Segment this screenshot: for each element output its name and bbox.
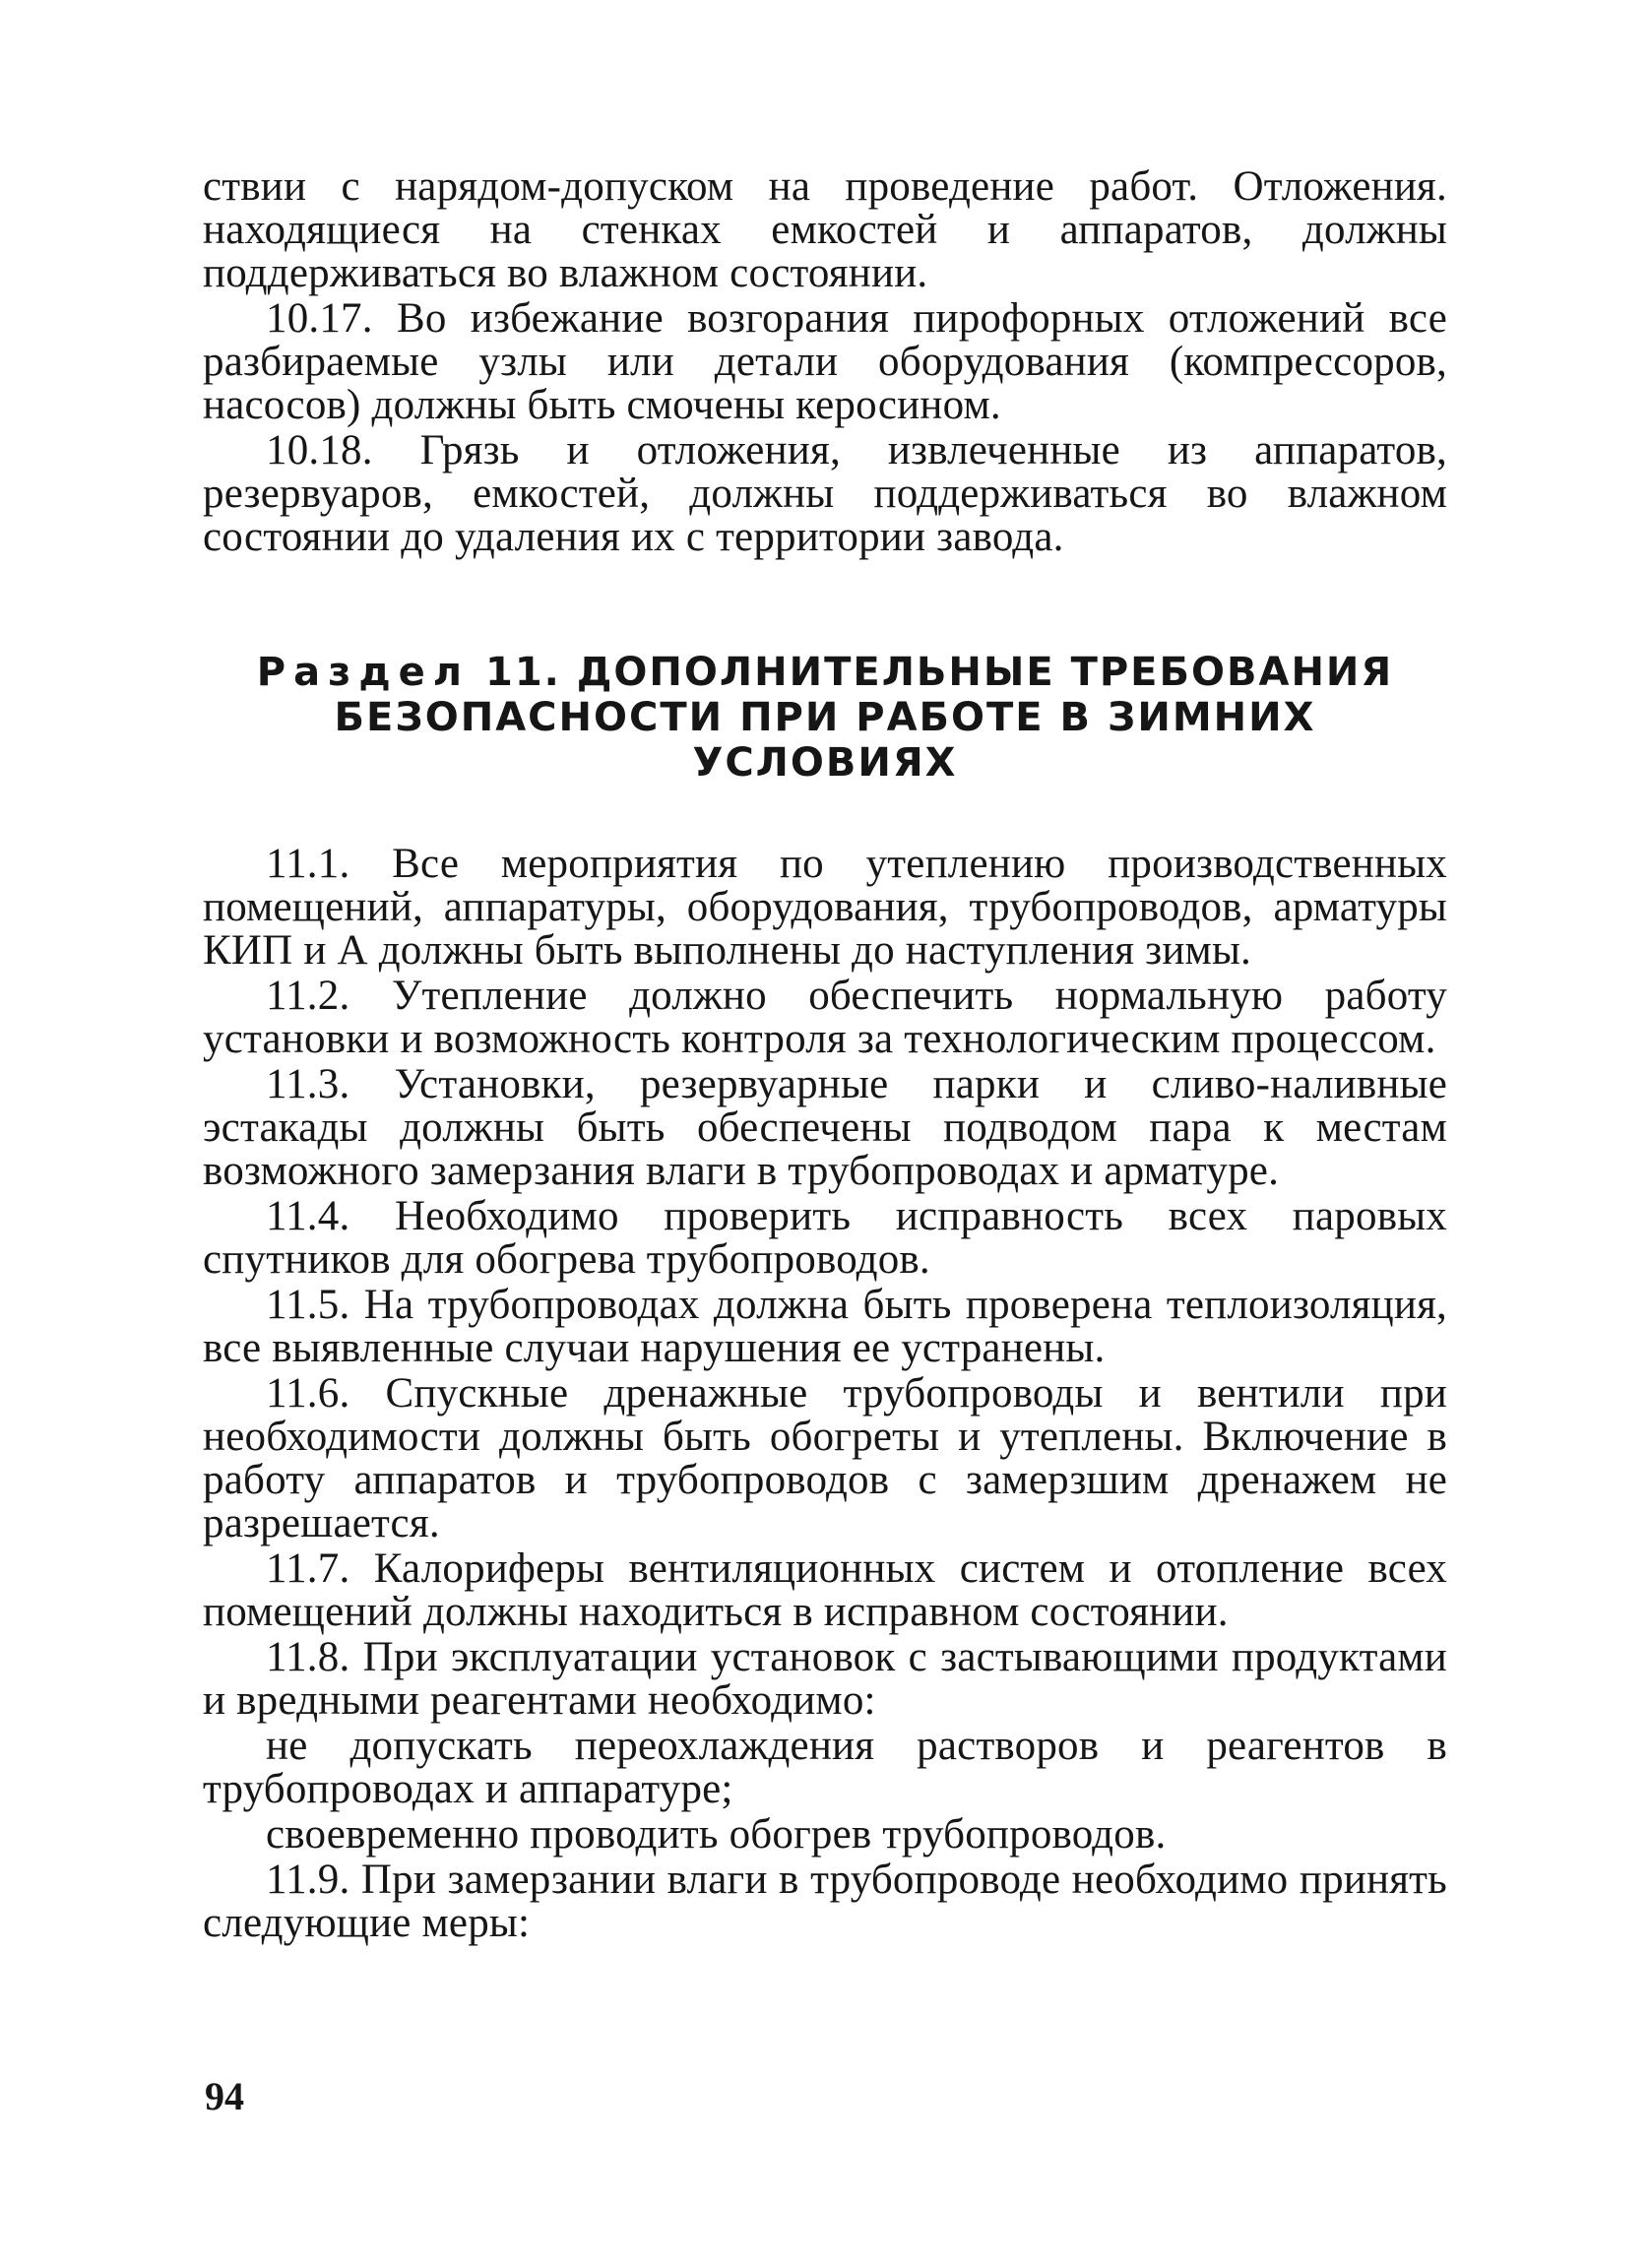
paragraph-11-7: 11.7. Калориферы вентиляционных систем и отопление всех помещений должны находиться в исправном состоянии. (203, 1545, 1447, 1635)
section-heading-line-1 (203, 650, 1447, 695)
page-text-column (203, 165, 1447, 1945)
paragraph-continuation: ствии с нарядом-допуском на проведение работ. Отложения. находящиеся на стенках емкостей и аппаратов, должны поддерживаться во влажном состоянии. (203, 163, 1447, 296)
paragraph-11-2: 11.2. Утепление должно обеспечить нормальную работу установки и возможность контроля за технологическим процессом. (203, 973, 1447, 1062)
paragraph-11-8-item-1: не допускать переохлаждения растворов и реагентов в трубопроводах и аппаратуре; (203, 1723, 1447, 1812)
paragraph-11-8-item-2: своевременно проводить обогрев трубопроводов. (266, 1811, 1167, 1858)
paragraph-10-18: 10.18. Грязь и отложения, извлеченные из аппаратов, резервуаров, емкостей, должны поддерживаться во влажном состоянии до удаления их с территории завода. (203, 427, 1447, 560)
paragraph-11-3: 11.3. Установки, резервуарные парки и сливо-наливные эстакады должны быть обеспечены подводом пара к местам возможного замерзания влаги в трубопроводах и арматуре. (203, 1061, 1447, 1194)
paragraph-11-8: 11.8. При эксплуатации установок с застывающими продуктами и вредными реагентами необходимо: (203, 1634, 1447, 1724)
section-heading-line-3: УСЛОВИЯХ (692, 740, 958, 786)
section-heading-title-1: 11. ДОПОЛНИТЕЛЬНЫЕ ТРЕБОВАНИЯ (485, 650, 1394, 695)
paragraph-11-6: 11.6. Спускные дренажные трубопроводы и вентили при необходимости должны быть обогреты и утеплены. Включение в работу аппаратов и трубопроводов с замерзшим дренажем не разрешается. (203, 1370, 1447, 1546)
section-heading-prefix: Раздел (256, 650, 471, 695)
section-heading (203, 650, 1447, 786)
paragraph-11-9: 11.9. При замерзании влаги в трубопроводе необходимо принять следующие меры: (203, 1857, 1447, 1946)
paragraph-11-4: 11.4. Необходимо проверить исправность всех паровых спутников для обогрева трубопроводов. (203, 1193, 1447, 1283)
paragraph-11-5: 11.5. На трубопроводах должна быть проверена теплоизоляция, все выявленные случаи нарушения ее устранены. (203, 1282, 1447, 1371)
paragraph-10-17: 10.17. Во избежание возгорания пирофорных отложений все разбираемые узлы или детали оборудования (компрессоров, насосов) должны быть смочены керосином. (203, 295, 1447, 428)
page-number: 94 (205, 2074, 244, 2118)
section-heading-line-2: БЕЗОПАСНОСТИ ПРИ РАБОТЕ В ЗИМНИХ (334, 695, 1316, 740)
paragraph-11-1: 11.1. Все мероприятия по утеплению производственных помещений, аппаратуры, оборудования, трубопроводов, арматуры КИП и А должны быть выполнены до наступления зимы. (203, 841, 1447, 974)
